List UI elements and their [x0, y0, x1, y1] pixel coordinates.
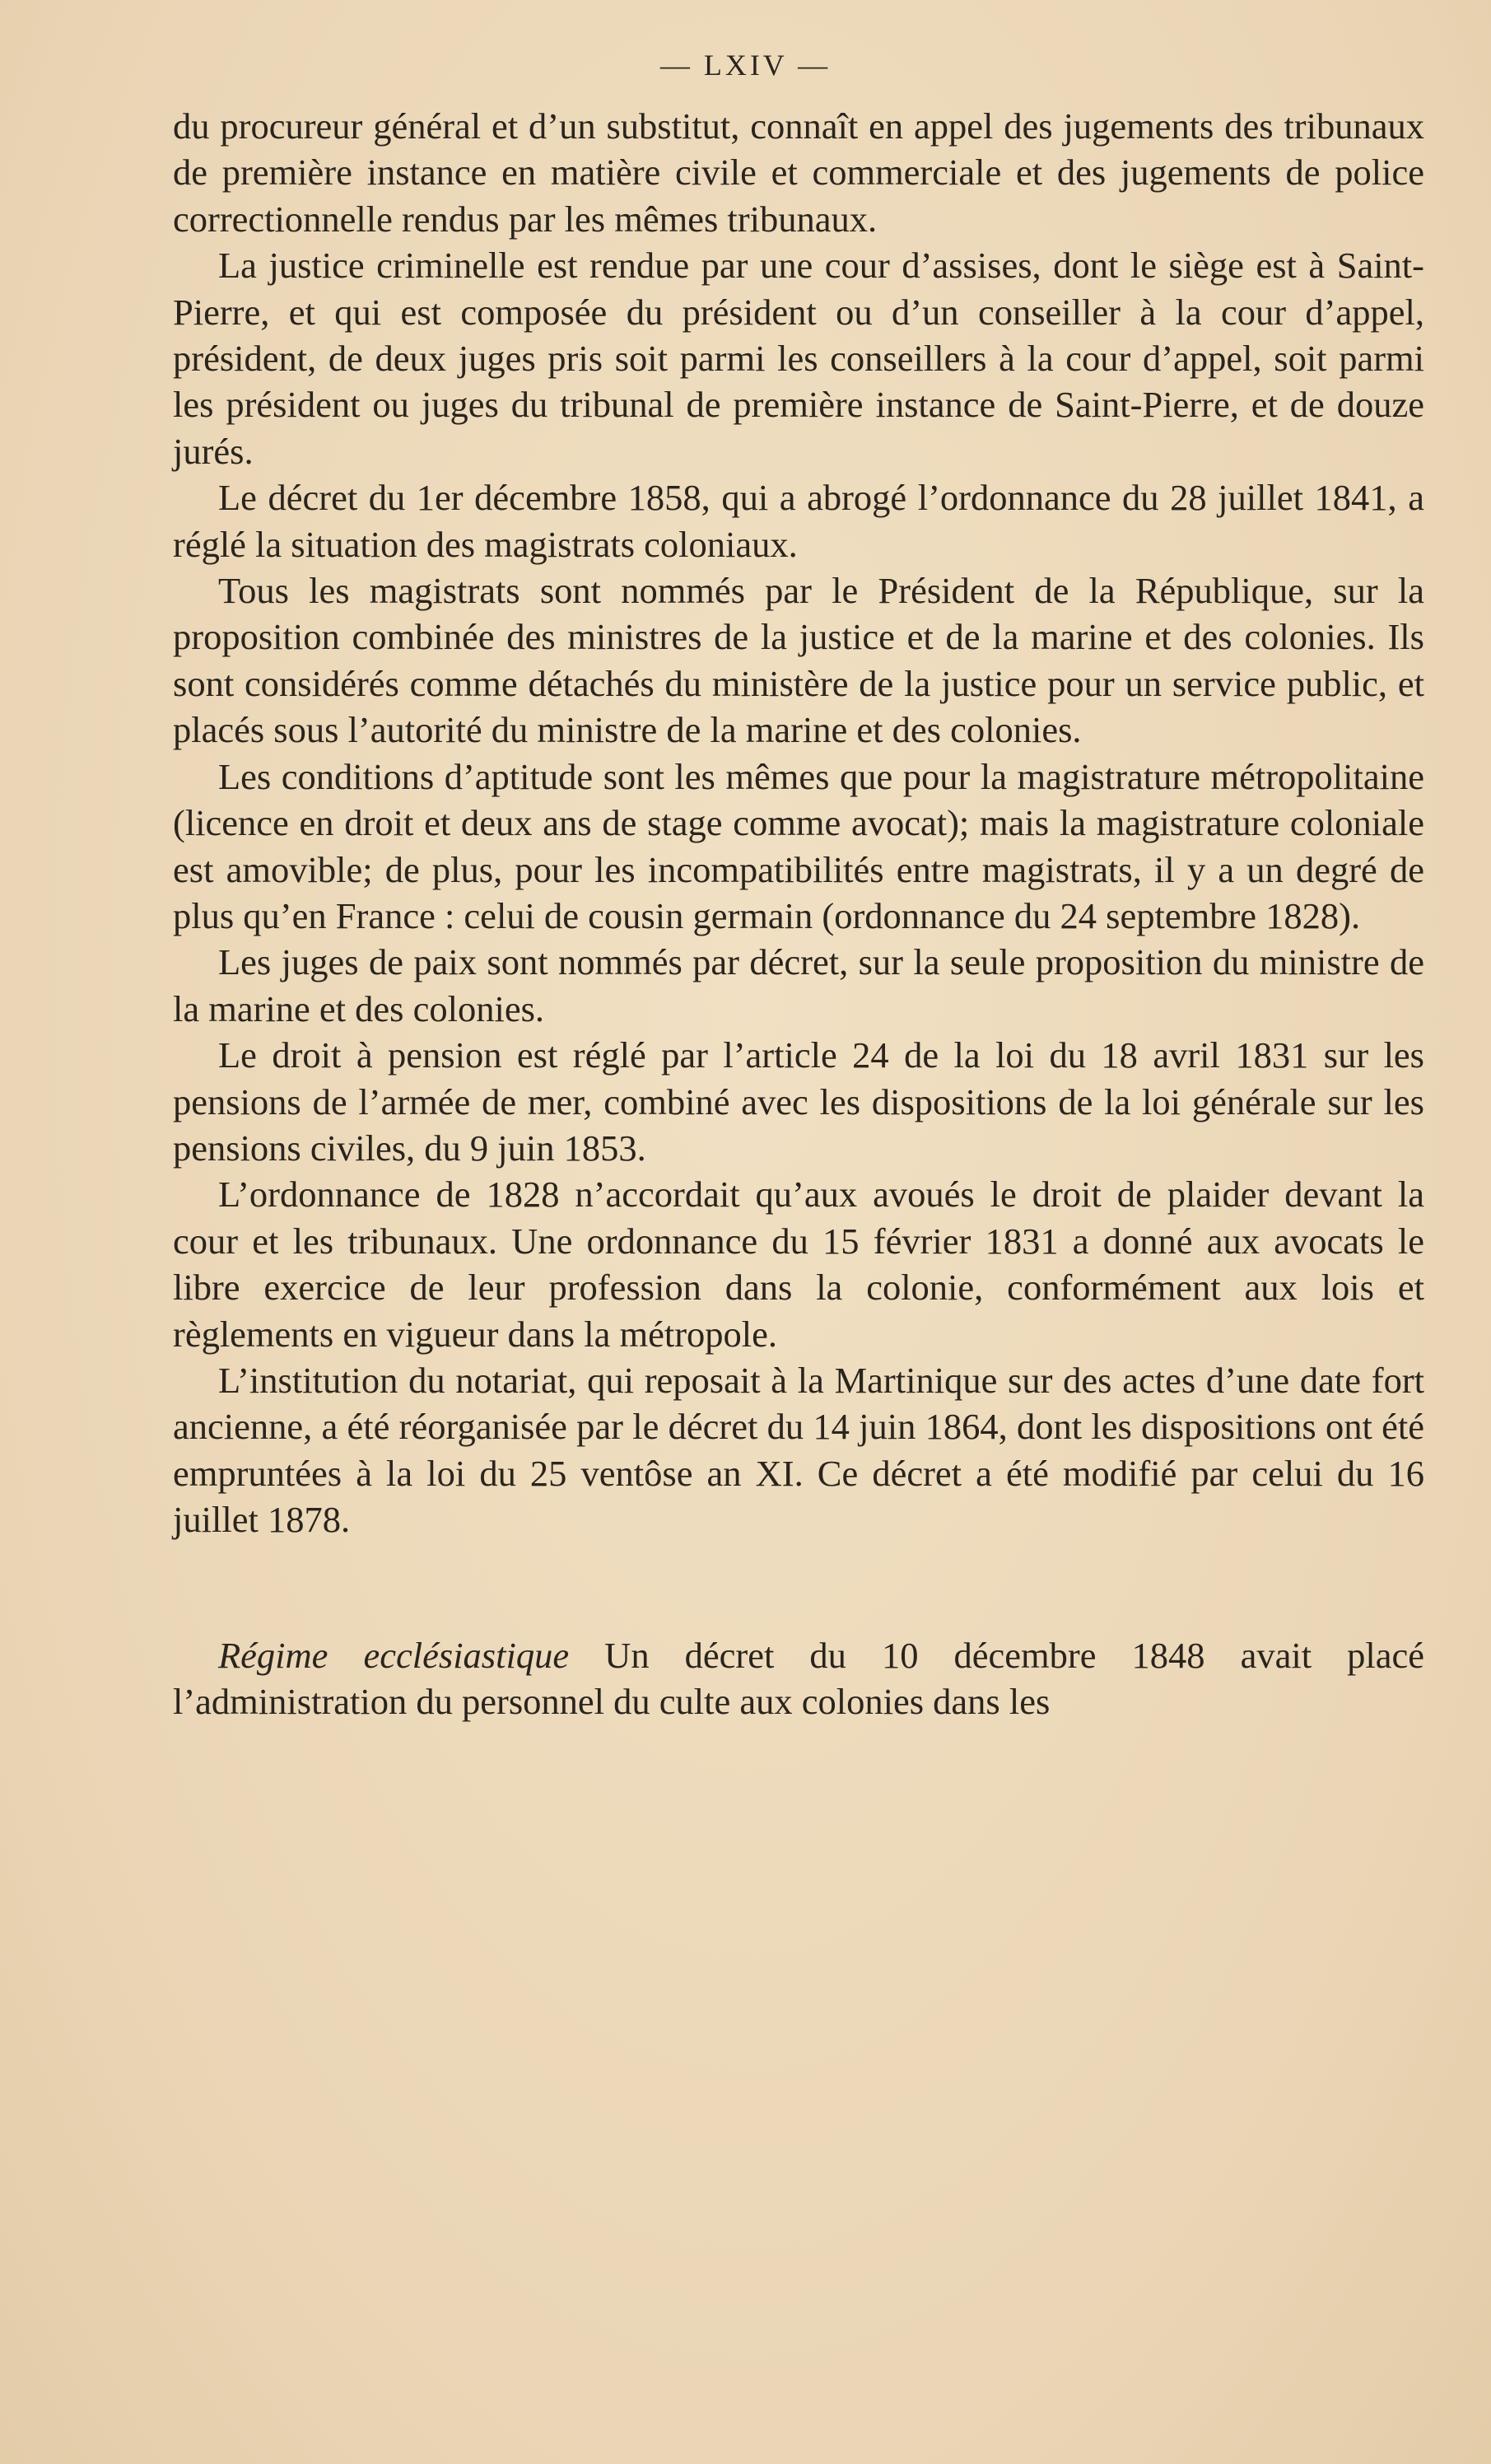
paragraph: Le décret du 1er décembre 1858, qui a abrogé l’ordonnance du 28 juillet 1841, a réglé la situation des magistrats coloniaux. [173, 477, 1424, 565]
section-paragraph [173, 1632, 1424, 1725]
paragraph: Le droit à pension est réglé par l’article 24 de la loi du 18 avril 1831 sur les pensions de l’armée de mer, combiné avec les dispositions de la loi générale sur les pensions civiles, du 9 juin 1853. [173, 1034, 1424, 1169]
paragraph: Les juges de paix sont nommés par décret, sur la seule proposition du ministre de la marine et des colonies. [173, 941, 1424, 1029]
page-number-header: — LXIV — [659, 49, 832, 82]
paragraph: du procureur général et d’un substitut, connaît en appel des jugements des tribunaux de première instance en matière civile et commerciale et des jugements de police correctionnelle rendus par les mêmes tribunaux. [173, 105, 1424, 240]
paragraph: Les conditions d’aptitude sont les mêmes que pour la magistrature métropolitaine (licence en droit et deux ans de stage comme avocat); mais la magistrature coloniale est amovible; de plus, pour les incompatibilités entre magistrats, il y a un degré de plus qu’en France : celui de cousin germain (ordonnance du 24 septembre 1828). [173, 755, 1424, 936]
section-text: Un décret du 10 décembre 1848 avait placé l’administration du personnel du culte aux colonies dans les [173, 1634, 1425, 1722]
paragraph: La justice criminelle est rendue par une cour d’assises, dont le siège est à Saint-Pierre, et qui est composée du président ou d’un conseiller à la cour d’appel, président, de deux juges pris soit parmi les conseillers à la cour d’appel, soit parmi les président ou juges du tribunal de première instance de Saint-Pierre, et de douze jurés. [173, 245, 1424, 472]
paragraph: L’ordonnance de 1828 n’accordait qu’aux avoués le droit de plaider devant la cour et les tribunaux. Une ordonnance du 15 février 1831 a donné aux avocats le libre exercice de leur profession dans la colonie, conformément aux lois et règlements en vigueur dans la métropole. [173, 1174, 1424, 1355]
paragraph: Tous les magistrats sont nommés par le Président de la République, sur la proposition combinée des ministres de la justice et de la marine et des colonies. Ils sont considérés comme détachés du ministère de la justice pour un service public, et placés sous l’autorité du ministre de la marine et des colonies. [173, 570, 1424, 751]
body-text [173, 103, 1424, 1724]
paragraph: L’institution du notariat, qui reposait à la Martinique sur des actes d’une date fort ancienne, a été réorganisée par le décret du 14 juin 1864, dont les dispositions ont été empruntées à la loi du 25 ventôse an XI. Ce décret a été modifié par celui du 16 juillet 1878. [173, 1359, 1424, 1541]
section-title: Régime ecclésiastique [218, 1634, 570, 1676]
